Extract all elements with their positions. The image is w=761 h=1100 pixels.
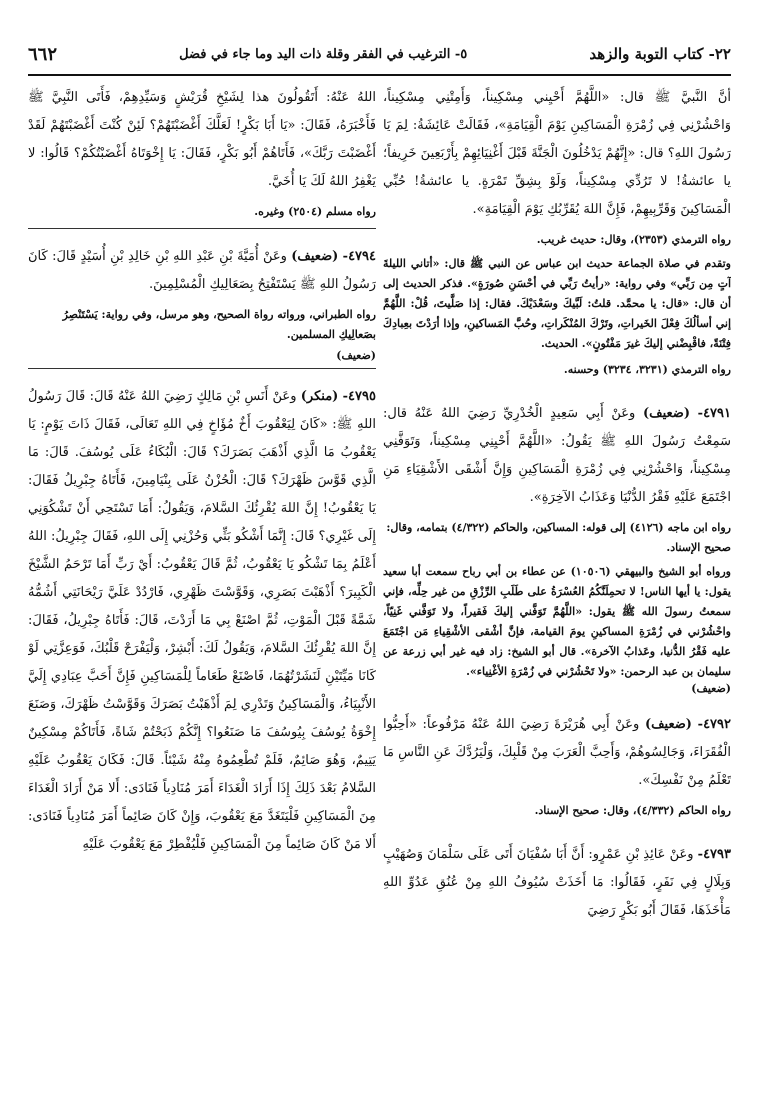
hadith-text: وعَنْ أَنَسِ بْنِ مَالِكٍ رَضِيَ اللهُ عَنْهُ قَالَ: قَالَ رَسُولُ اللهِ ﷺ: «كَانَ لِيَعْقُوبَ أَخٌ مُؤَاخٍ فِي اللهِ تَعَالَى، فَقَالَ ذَاتَ يَوْمٍ: يَا يَعْقُوبُ مَا الَّذِي أَذْهَبَ بَصَرَكَ؟ قَالَ: الْبُكَاءُ عَلَى يُوسُفَ. قَالَ: مَا الَّذِي قَوَّسَ ظَهْرَكَ؟ قَالَ: الْحُزْنُ عَلَى بِنْيَامِينَ، فَأَتَاهُ جِبْرِيلُ فَقَالَ: يَا يَعْقُوبُ! إِنَّ اللهَ يُقْرِئُكَ السَّلامَ، وَيَقُولُ: أَمَا تَسْتَحِي أَنْ تَشْكُوَنِي إِلَى غَيْرِي؟ قَالَ: إِنَّمَا أَشْكُو بَثِّي وَحُزْنِي إِلَى اللهِ، فَقَالَ جِبْرِيلُ: اللهُ أَعْلَمُ بِمَا تَشْكُو يَا يَعْقُوبُ، ثُمَّ قَالَ يَعْقُوبُ: أَيْ رَبِّ أَمَا تَرْحَمُ الشَّيْخَ الْكَبِيرَ؟ أَذْهَبْتَ بَصَرِي، وَقَوَّسْتَ ظَهْرِي، فَارْدُدْ عَلَيَّ رَيْحَانَتِي أَشُمُّهُ شَمَّةً قَبْلَ الْمَوْتِ، ثُمَّ اصْنَعْ بِي مَا أَرَدْتَ، قَالَ: فَأَتَاهُ جِبْرِيلُ، فَقَالَ: إِنَّ اللهَ يُقْرِئُكَ السَّلامَ، وَيَقُولُ لَكَ: أَبْشِرْ، وَلْيَفْرَحْ قَلْبُكَ، فَوَعِزَّتِي لَوْ كَانَا مَيِّتَيْنِ لَنَشَرْتُهُمَا، فَاصْنَعْ طَعَاماً لِلْمَسَاكِينِ فَإِنَّ أَحَبَّ عِبَادِي إِلَيَّ الأَنْبِيَاءُ، وَالْمَسَاكِينُ وَتَدْرِي لِمَ أَذْهَبْتُ بَصَرَكَ وَقَوَّسْتُ ظَهْرَكَ، وَصَنَعَ إِخْوَةُ يُوسُفَ بِيُوسُفَ مَا صَنَعُوا؟ إِنَّكُمْ ذَبَحْتُمْ شَاةً، فَأَتَاكُمْ مِسْكِينٌ يَتِيمٌ، وَهُوَ صَائِمٌ، فَلَمْ تُطْعِمُوهُ مِنْهُ شَيْئاً. قَالَ: فَكَانَ يَعْقُوبُ عَلَيْهِ السَّلامُ بَعْدَ ذَلِكَ إِذَا أَرَادَ الْغَدَاءَ أَمَرَ مُنَادِياً فَنَادَى: أَلا مَنْ أَرَادَ الْغَدَاءَ مِنَ الْمَسَاكِينِ فَلْيَتَغَدَّ مَعَ يَعْقُوبَ، وَإِنْ كَانَ صَائِماً أَمَرَ مُنَادِياً فَنَادَى: أَلا مَنْ كَانَ صَائِماً مِنَ الْمَسَاكِينِ فَلْيُفْطِرْ مَعَ يَعْقُوبَ عَلَيْهِ bbox=[28, 389, 376, 852]
hadith-text: وعَنْ عَائِذِ بْنِ عَمْرٍو: أَنَّ أَبَا سُفْيَانَ أَتَى عَلَى سَلْمَانَ وَصُهَيْبٍ وَبِلَالٍ فِي نَفَرٍ، فَقَالُوا: مَا أَخَذَتْ سُيُوفُ اللهِ مِنْ عُنُقِ عَدُوِّ اللهِ مَأْخَذَهَا، فَقَالَ أَبُو بَكْرٍ رَضِيَ bbox=[383, 847, 731, 918]
source-line: رواه مسلم (٢٥٠٤) وغيره. bbox=[254, 205, 376, 218]
hadith-grade: (منكر) bbox=[300, 389, 339, 404]
grade-tag: (ضعيف) bbox=[336, 349, 376, 362]
source-line: رواه الطبراني، ورواته رواة الصحيح، وهو مرسل، وفي رواية: يَسْتَنْصِرُ بصَعالِيكِ المسلمين. bbox=[62, 308, 376, 341]
hadith-4795 bbox=[28, 383, 376, 859]
commentary-note: ورواه أبو الشيخ والبيهقي (١٠٥٠٦) عن عطاء بن أبي رباح سمعت أبا سعيد يقول: يا أيها الناس! لا تحمِلَنَّكُمُ العُسْرَةُ على طَلَبِ الرِّزْقِ من غير حِلِّه، فإني سمعتُ رسولَ الله ﷺ يقول: «اللَّهُمَّ تَوَفَّني إليكَ فَقيراً، ولا تَوَفَّني غَنِيّاً، واحْشُرْني في زُمْرَةِ المساكينِ يومَ القيامة، فإنَّ أشْقى الأشْقِياءِ مَن اجْتَمَعَ عليه فَقْرُ الدُّنيا، وعَذابُ الآخرة». قال أبو الشيخ: زاد فيه غير أبي زرعة عن سليمان بن عبد الرحمن: «ولا تَحْشُرْني في زُمْرَةِ الأغْنِياء». bbox=[383, 565, 731, 678]
chapter-title: ٥- الترغيب في الفقر وقلة ذات اليد وما جاء في فضل bbox=[179, 46, 468, 62]
hadith-grade: (ضعيف) bbox=[291, 249, 339, 264]
hadith-text: وعَنْ أَبِي سَعِيدٍ الْخُدْرِيِّ رَضِيَ اللهُ عَنْهُ قال: سَمِعْتُ رَسُولَ اللهِ ﷺ يَقُولُ: «اللَّهُمَّ أَحْيِنِي مِسْكِيناً، وَتَوَفَّنِي مِسْكِيناً، وَاحْشُرْنِي فِي زُمْرَةِ الْمَسَاكِينِ وَإِنَّ أَشْقَى الأَشْقِيَاءِ مَنِ اجْتَمَعَ عَلَيْهِ فَقْرُ الدُّنْيَا وَعَذَابُ الآخِرَةِ». bbox=[383, 406, 731, 505]
divider bbox=[28, 368, 376, 369]
page-number: ٦٦٢ bbox=[28, 43, 58, 65]
source-line: رواه الحاكم (٤/٣٣٢)، وقال: صحيح الإسناد. bbox=[534, 804, 731, 817]
source-line: رواه ابن ماجه (٤١٢٦) إلى قوله: المساكين، والحاكم (٤/٣٢٢) بتمامه، وقال: صحيح الإسناد. bbox=[386, 521, 731, 554]
hadith-continuation: أنَّ النَّبيَّ ﷺ قال: «اللَّهُمَّ أَحْيِني مِسْكِيناً، وَأَمِتْنِي مِسْكِيناً، وَاحْشُرْنِي فِي زُمْرَةِ الْمَسَاكِينِ يَوْمَ الْقِيَامَةِ»، فَقَالَتْ عَائِشَةُ: لِمَ يَا رَسُولَ اللهِ؟ قال: «إِنَّهُمْ يَدْخُلُونَ الْجَنَّةَ قَبْلَ أَغْنِيَائِهِمْ بِأَرْبَعِينَ خَرِيفاً؛ يا عائشةُ! لا تَرُدِّي مِسْكِيناً، وَلَوْ بِشِقِّ تَمْرَةٍ. يا عائشةُ! حُبِّي الْمَسَاكِينَ وَقَرِّبِيهِمْ، فَإِنَّ اللهَ يُقَرِّبُكِ يَوْمَ الْقِيَامَةِ». bbox=[383, 90, 731, 217]
hadith-4794 bbox=[28, 243, 376, 299]
hadith-text: وعَنْ أَبِي هُرَيْرَةَ رَضِيَ اللهُ عَنْهُ مَرْفُوعاً: «أَحِبُّوا الْفُقَرَاءَ، وَجَالِسُوهُمْ، وَأَحِبَّ الْعَرَبَ مِنْ قَلْبِكَ، وَلْيَرُدَّكَ عَنِ النَّاسِ مَا تَعْلَمُ مِنْ نَفْسِكَ». bbox=[383, 717, 731, 788]
hadith-grade: (ضعيف) bbox=[643, 406, 690, 421]
right-column bbox=[383, 84, 731, 1082]
hadith-4792 bbox=[383, 711, 731, 795]
source-line: رواه الترمذي (٢٣٥٣)، وقال: حديث غريب. bbox=[536, 233, 731, 246]
left-column bbox=[28, 84, 376, 1082]
commentary-note: وتقدم في صلاة الجماعة حديث ابن عباس عن النبي ﷺ قال: «أتاني الليلةَ آتٍ مِن رَبِّي» وفي رواية: «رأيتُ رَبِّي في أحْسَنِ صُورَةٍ». فذكر الحديث إلى أن قال: «قال: يا محمَّد. قلتُ: لَبَّيكَ وسَعْدَيْكَ. فقال: إذا صَلَّيتَ، قُلْ: اللَّهُمَّ إني أسألُكَ فِعْلَ الخَيراتِ، وتَرْكَ المُنْكَراتِ، وحُبَّ المَساكينِ، وإذا أرَدْتَ بعِبادِكَ فِتْنَةً، فاقْبِضْني إليكَ غيرَ مَفْتُونٍ». الحديث. bbox=[383, 257, 731, 350]
hadith-number: ٤٧٩٤- bbox=[342, 249, 376, 264]
hadith-4791 bbox=[383, 400, 731, 512]
source-line: رواه الترمذي (٣٢٣١، ٣٢٣٤) وحسنه. bbox=[563, 363, 731, 376]
hadith-continuation: اللهُ عَنْهُ: أَتَقُولُونَ هذا لِشَيْخِ قُرَيْشٍ وَسَيِّدِهِمْ، فَأَتَى النَّبِيَّ ﷺ فَأَخْبَرَهُ، فَقَالَ: «يَا أَبَا بَكْرٍ! لَعَلَّكَ أَغْضَبْتَهُمْ؟ لَئِنْ كُنْتَ أَغْضَبْتَهُمْ لَقَدْ أَغْضَبْتَ رَبَّكَ»، فَأَتَاهُمْ أَبُو بَكْرٍ، فَقَالَ: يَا إِخْوَتَاهُ أَغْضَبْتُكُمْ؟ قَالُوا: لا يَغْفِرُ اللهُ لَكَ يَا أُخَيَّ. bbox=[28, 90, 376, 189]
hadith-grade: (ضعيف) bbox=[644, 717, 692, 732]
divider bbox=[28, 228, 376, 229]
book-title: ٢٢- كتاب التوبة والزهد bbox=[589, 45, 731, 63]
hadith-number: ٤٧٩١- bbox=[697, 406, 731, 421]
hadith-number: ٤٧٩٣- bbox=[697, 847, 731, 862]
hadith-4793 bbox=[383, 841, 731, 925]
hadith-number: ٤٧٩٢- bbox=[697, 717, 731, 732]
hadith-number: ٤٧٩٥- bbox=[342, 389, 376, 404]
grade-tag: (ضعيف) bbox=[691, 682, 731, 695]
page-header bbox=[28, 34, 731, 76]
hadith-text: وعَنْ أُمَيَّةَ بْنِ عَبْدِ اللهِ بْنِ خَالِدِ بْنِ أُسَيْدٍ قَالَ: كَانَ رَسُولُ اللهِ ﷺ يَسْتَفْتِحُ بِصَعَالِيكِ الْمُسْلِمِينَ. bbox=[28, 249, 376, 292]
